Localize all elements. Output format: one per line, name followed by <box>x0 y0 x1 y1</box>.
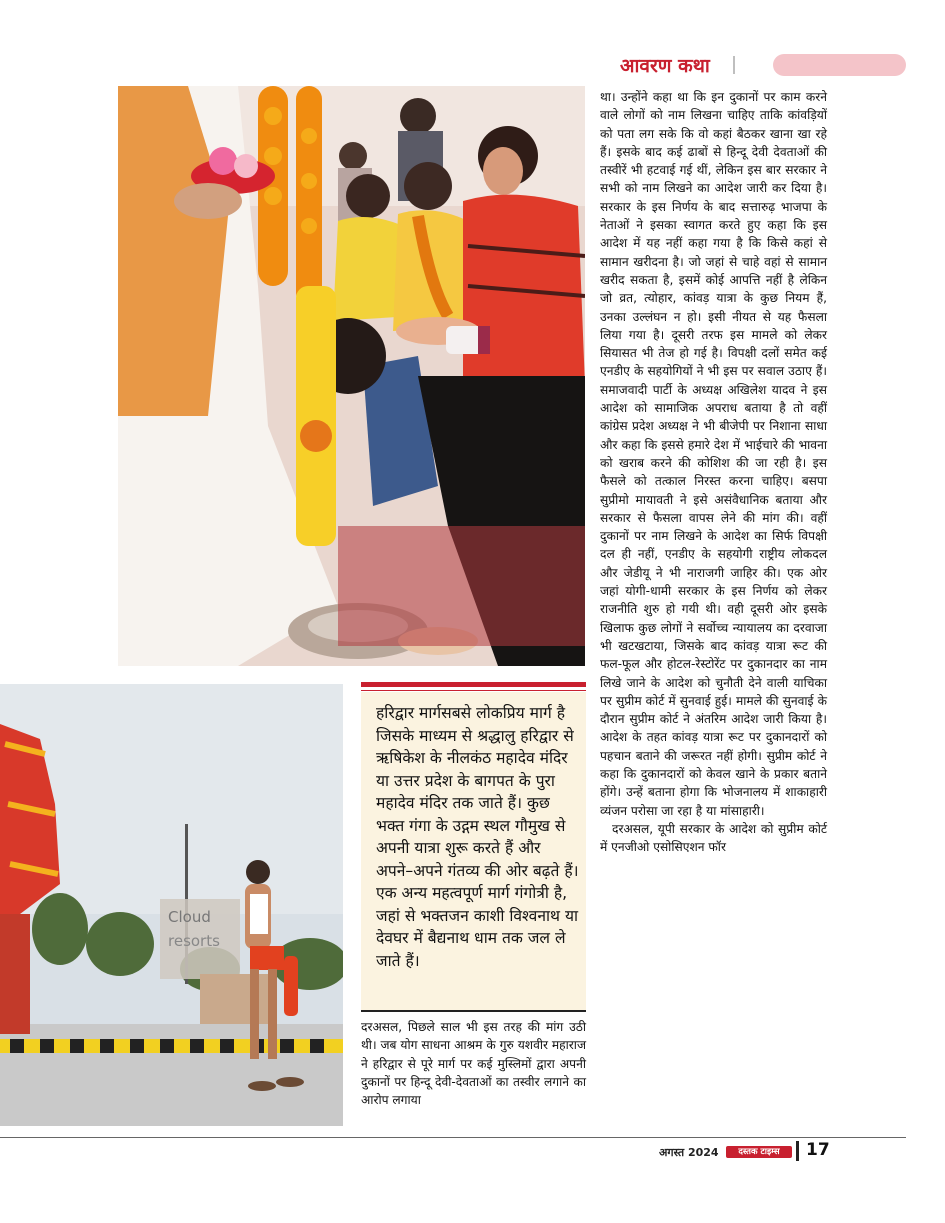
footer-rule <box>0 1137 906 1138</box>
article-paragraph: था। उन्होंने कहा था कि इन दुकानों पर काम करने वाले लोगों को नाम लिखना चाहिए ताकि कांवड़ियों को पता लग सके कि वो कहां बैठकर खाना खा रहे हैं। इसके बाद कई ढाबों से हिन्दू देवी देवताओं की तस्वीरें भी हटवाई गई थीं, लेकिन इस बार सरकार ने सभी को नाम लिखने का आदेश जारी कर दिया है। सरकार के इस निर्णय के बाद सत्तारुढ़ भाजपा के नेताओं ने इसका स्वागत करते हुए कहा कि इस आदेश में यह नहीं कहा गया है कि किसे कहां से सामान खरीदना है। जो जहां से चाहे वहां से सामान खरीद सकता है, इसमें कोई आपत्ति नहीं है लेकिन जो व्रत, त्योहार, कांवड़ यात्रा के कुछ नियम हैं, उनका उल्लंघन न हो। इसी नीयत से यह फैसला लिया गया है। दूसरी तरफ इस मामले को लेकर सियासत भी तेज हो गई है। विपक्षी दलों समेत कई एनडीए के सहयोगियों ने भी इस पर सवाल उठाए हैं। समाजवादी पार्टी के अध्यक्ष अखिलेश यादव ने इस आदेश को सामाजिक अपराध बताया है तो वहीं कांग्रेस प्रदेश अध्यक्ष ने भी बीजेपी पर निशाना साधा और कहा कि इससे हमारे देश में भाईचारे की भावना को खराब करने की कोशिश की जा रही है। इस फैसले को तत्काल निरस्त करना चाहिए। बसपा सुप्रीमो मायावती ने इसे असंवैधानिक बताया और सरकार से फैसला वापस लेने की मांग की। वहीं दुकानों पर नाम लिखने के आदेश का सिर्फ विपक्षी दल ही नहीं, एनडीए के सहयोगी राष्ट्रीय लोकदल और जेडीयू ने भी नाराजगी जाहिर की। एक ओर जहां योगी-धामी सरकार के इस निर्णय को लेकर राजनीति शुरु हो गयी थी। वही दूसरी ओर इसके खिलाफ कुछ लोगों ने सर्वोच्च न्यायालय का दरवाजा भी खटखटाया, जिसके बाद कांवड़ यात्रा रूट की फल-फूल और होटल-रेस्टोरेंट पर दुकानदार का नाम लिखे जाने के आदेश को चुनौती देने वाली याचिका पर सुप्रीम कोर्ट में सुनवाई हुई। मामले की सुनवाई के दौरान सुप्रीम कोर्ट ने अंतरिम आदेश जारी किया है। आदेश के तहत कांवड़ यात्रा रूट पर दुकानदारों को पहचान बताने की जरूरत नहीं होगी। सुप्रीम कोर्ट ने कहा कि दुकानदारों को केवल खाने के प्रकार बताने होंगे। उन्हें बताना होगा कि भोजनालय में शाकाहारी व्यंजन परोसा जा रहा है या मांसाहारी। <box>600 90 827 818</box>
photo-kanwar-pilgrim-road <box>0 684 343 1126</box>
header-divider <box>733 56 735 74</box>
section-label: आवरण कथा <box>620 55 710 77</box>
photo-ritual-foot-washing <box>118 86 585 666</box>
footer-date: अगस्त 2024 <box>659 1146 719 1159</box>
quote-top-rule <box>361 682 586 687</box>
article-column-left <box>361 1018 586 1109</box>
pull-quote-text: हरिद्वार मार्गसबसे लोकप्रिय मार्ग है जिसके माध्यम से श्रद्धालु हरिद्वार से ऋषिकेश के नीलकंठ महादेव मंदिर या उत्तर प्रदेश के बागपत के पुरा महादेव मंदिर तक जाते हैं। कुछ भक्त गंगा के उद्गम स्थल गौमुख से अपनी यात्रा शुरू करते हैं और अपने–अपने गंतव्य की ओर बढ़ते हैं। एक अन्य महत्वपूर्ण मार्ग गंगोत्री है, जहां से भक्तजन काशी विश्वनाथ या देवघर में बैद्यनाथ धाम तक जल ले जाते हैं। <box>376 704 579 970</box>
article-paragraph: दरअसल, पिछले साल भी इस तरह की मांग उठी थी। जब योग साधना आश्रम के गुरु यशवीर महाराज ने हरिद्वार से पूरे मार्ग पर कई मुस्लिमों द्वारा अपनी दुकानों पर हिन्दू देवी-देवताओं का तस्वीर लगाने का आरोप लगाया <box>361 1020 586 1108</box>
quote-bottom-rule <box>361 1010 586 1012</box>
quote-top-thin-rule <box>361 690 586 691</box>
article-column-right <box>600 88 827 856</box>
photo-road-illustration <box>0 684 343 1126</box>
footer-brand-logo: दस्तक टाइम्स <box>726 1146 792 1158</box>
header-decoration-pill <box>773 54 906 76</box>
svg-text:Cloud: Cloud <box>168 908 211 926</box>
svg-text:resorts: resorts <box>168 932 220 950</box>
article-paragraph: दरअसल, यूपी सरकार के आदेश को सुप्रीम कोर्ट में एनजीओ एसोसिएशन फॉर <box>600 821 827 855</box>
footer-divider <box>796 1141 799 1161</box>
page-number: 17 <box>806 1140 830 1160</box>
photo-ritual-illustration <box>118 86 585 666</box>
